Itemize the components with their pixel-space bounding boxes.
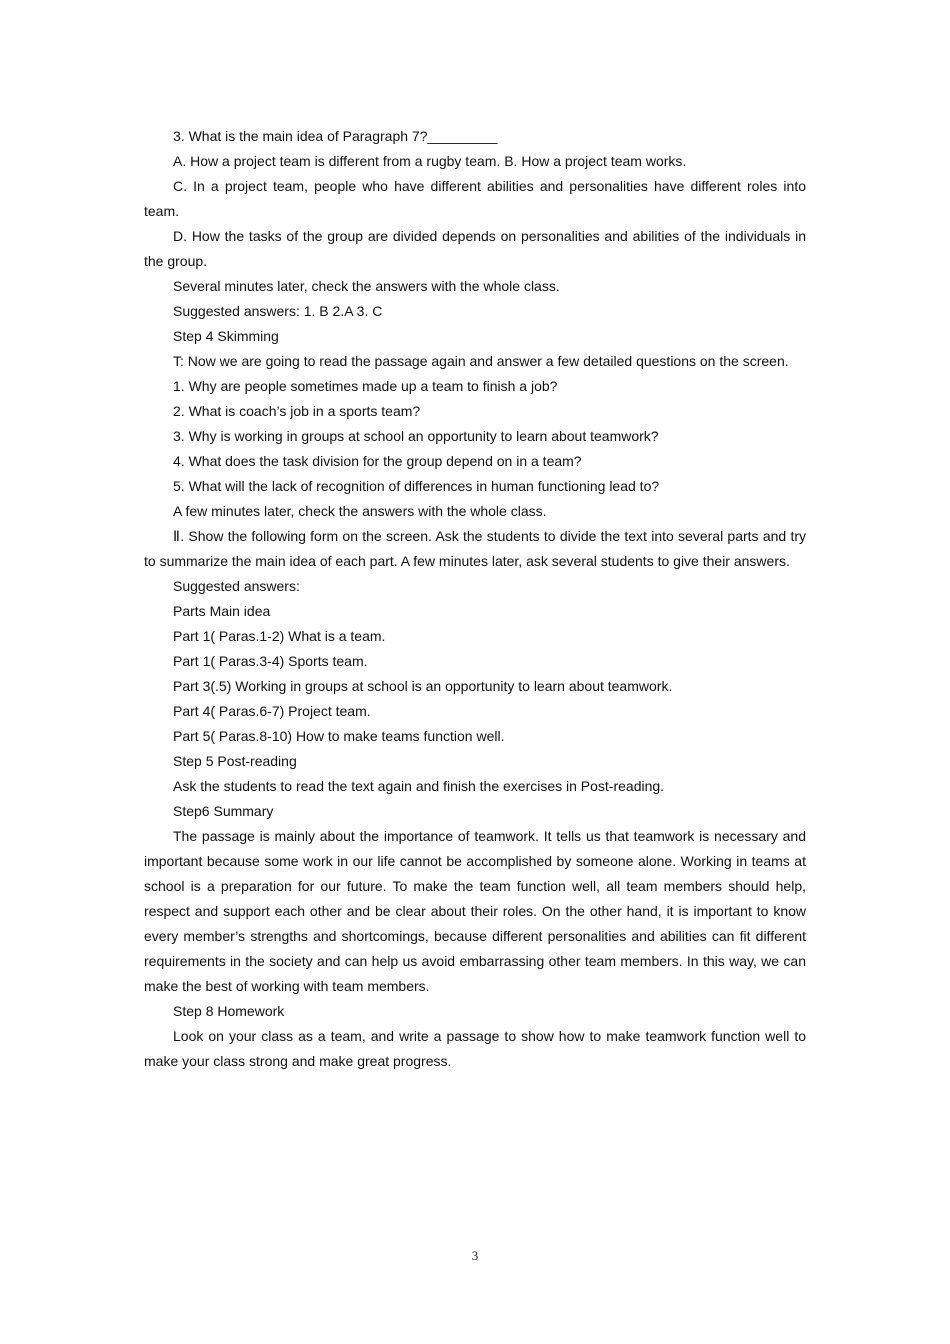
question-3: 3. What is the main idea of Paragraph 7?_________ <box>173 128 498 144</box>
part-row: Part 1( Paras.1-2) What is a team. <box>173 628 386 644</box>
form-instruction: Ⅱ. Show the following form on the screen. Ask the students to divide the text into several parts and try to summarize the main idea of each part. A few minutes later, ask several students to give their answers. <box>144 528 806 569</box>
summary-paragraph: The passage is mainly about the importance of teamwork. It tells us that teamwork is necessary and important because some work in our life cannot be accomplished by someone alone. Working in teams at school is a preparation for our future. To make the team function well, all team members should help, respect and support each other and be clear about their roles. On the other hand, it is important to know every member’s strengths and shortcomings, because different personalities and abilities can fit different requirements in the society and can help us avoid embarrassing other team members. In this way, we can make the best of working with team members. <box>144 828 806 994</box>
option-a-b: A. How a project team is different from a rugby team. B. How a project team works. <box>173 153 687 169</box>
part-row: Part 3(.5) Working in groups at school is an opportunity to learn about teamwork. <box>173 678 673 694</box>
detail-question-3: 3. Why is working in groups at school an opportunity to learn about teamwork? <box>173 428 659 444</box>
detail-question-2: 2. What is coach’s job in a sports team? <box>173 403 421 419</box>
step-8-heading: Step 8 Homework <box>173 1003 285 1019</box>
suggested-answers-1: Suggested answers: 1. B 2.A 3. C <box>173 303 383 319</box>
post-reading-instruction: Ask the students to read the text again and finish the exercises in Post-reading. <box>173 778 665 794</box>
part-row: Part 5( Paras.8-10) How to make teams function well. <box>173 728 505 744</box>
parts-header: Parts Main idea <box>173 603 271 619</box>
part-row: Part 4( Paras.6-7) Project team. <box>173 703 371 719</box>
part-row: Part 1( Paras.3-4) Sports team. <box>173 653 368 669</box>
detail-question-1: 1. Why are people sometimes made up a team to finish a job? <box>173 378 558 394</box>
teacher-instruction: T: Now we are going to read the passage again and answer a few detailed questions on the screen. <box>173 353 789 369</box>
option-c: C. In a project team, people who have different abilities and personalities have different roles into team. <box>144 178 806 219</box>
check-answers-instruction-2: A few minutes later, check the answers with the whole class. <box>173 503 547 519</box>
page-number: 3 <box>471 1248 479 1263</box>
step-6-heading: Step6 Summary <box>173 803 274 819</box>
document-body <box>144 124 806 1074</box>
check-answers-instruction: Several minutes later, check the answers with the whole class. <box>173 278 560 294</box>
option-d: D. How the tasks of the group are divided depends on personalities and abilities of the individuals in the group. <box>144 228 806 269</box>
suggested-answers-label: Suggested answers: <box>173 578 300 594</box>
step-5-heading: Step 5 Post-reading <box>173 753 297 769</box>
homework-paragraph: Look on your class as a team, and write a passage to show how to make teamwork function well to make your class strong and make great progress. <box>144 1028 806 1069</box>
detail-question-4: 4. What does the task division for the group depend on in a team? <box>173 453 582 469</box>
detail-question-5: 5. What will the lack of recognition of differences in human functioning lead to? <box>173 478 660 494</box>
step-4-heading: Step 4 Skimming <box>173 328 279 344</box>
